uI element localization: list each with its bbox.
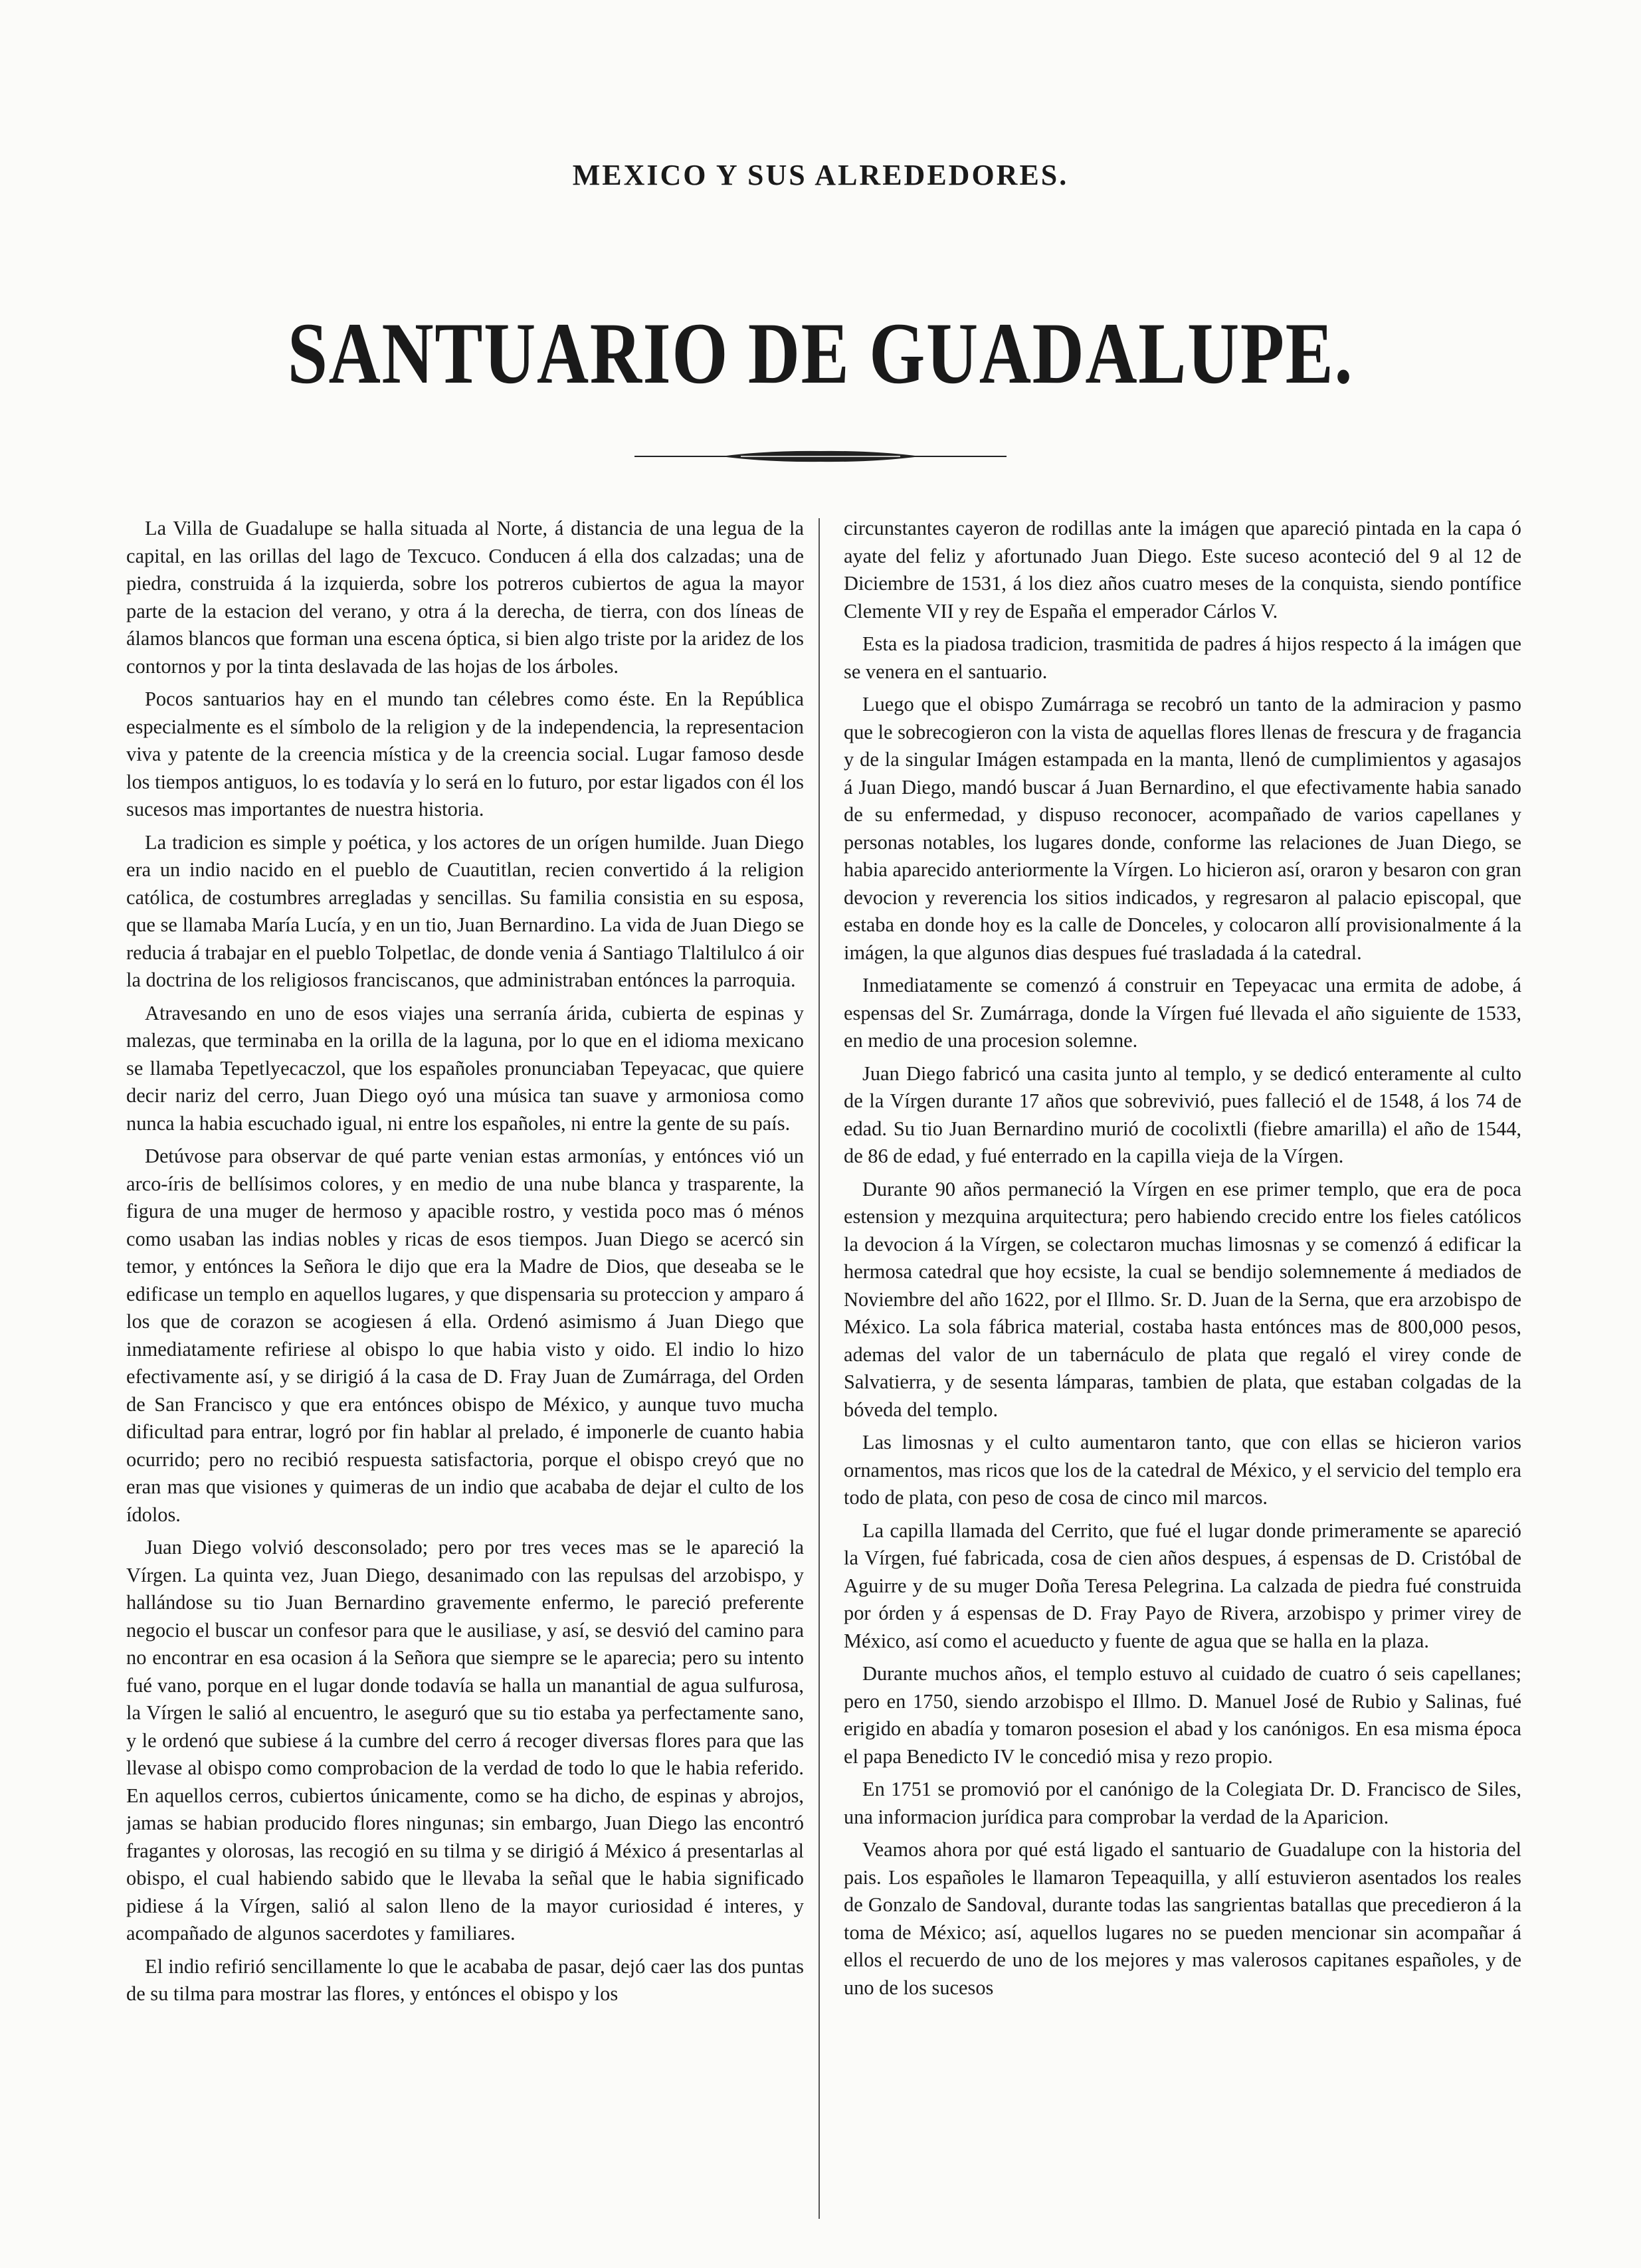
paragraph: Esta es la piadosa tradicion, trasmitida de padres á hijos respecto á la imágen que se venera en el santuario.: [844, 632, 1521, 683]
paragraph: La Villa de Guadalupe se halla situada al Norte, á distancia de una legua de la capital, en las orillas del lago de Texcuco. Conducen á ella dos calzadas; una de piedra, construida á la izquierda, sobre los potreros cubiertos de agua la mayor parte de la estacion del verano, y otra á la derecha, de tierra, con dos líneas de álamos blancos que forman una escena óptica, si bien algo triste por la aridez de los contornos y por la tinta deslavada de las hojas de los árboles.: [126, 517, 804, 678]
ornament-rule-icon: [634, 448, 1007, 464]
paragraph: circunstantes cayeron de rodillas ante la imágen que apareció pintada en la capa ó ayate del feliz y afortunado Juan Diego. Este suceso aconteció del 9 al 12 de Diciembre de 1531, á los diez años cuatro meses de la conquista, siendo pontífice Clemente VII y rey de España el emperador Cárlos V.: [844, 517, 1521, 622]
running-head: MEXICO Y SUS ALREDEDORES.: [572, 159, 1069, 191]
paragraph: Detúvose para observar de qué parte venian estas armonías, y entónces vió un arco-íris de bellísimos colores, y en medio de una nube blanca y trasparente, la figura de una muger de hermoso y apacible rostro, y vestida poco mas ó ménos como usaban las indias nobles y ricas de esos tiempos. Juan Diego se acercó sin temor, y entónces la Señora le dijo que era la Madre de Dios, que deseaba se le edificase un templo en aquellos lugares, y que dispensaria su proteccion y amparo á los que de corazon se acogiesen á ella. Ordenó asimismo á Juan Diego que inmediatamente refiriese al obispo lo que habia visto y oido. El indio lo hizo efectivamente así, y se dirigió á la casa de D. Fray Juan de Zumárraga, del Orden de San Francisco y que era entónces obispo de México, y aunque tuvo mucha dificultad para entrar, logró por fin hablar al prelado, é imponerle de cuanto habia ocurrido; pero no recibió respuesta satisfactoria, porque el obispo creyó que no eran mas que visiones y quimeras de un indio que acababa de dejar el culto de los ídolos.: [126, 1145, 804, 1526]
paragraph: Las limosnas y el culto aumentaron tanto, que con ellas se hicieron varios ornamentos, mas ricos que los de la catedral de México, y el servicio del templo era todo de plata, con peso de cosa de cinco mil marcos.: [844, 1431, 1521, 1509]
page-title: SANTUARIO DE GUADALUPE.: [287, 304, 1354, 402]
paragraph: Inmediatamente se comenzó á construir en Tepeyacac una ermita de adobe, á espensas del Sr. Zumárraga, donde la Vírgen fué llevada el año siguiente de 1533, en medio de una procesion solemne.: [844, 974, 1521, 1052]
column-divider: [819, 518, 820, 2219]
paragraph: Durante muchos años, el templo estuvo al cuidado de cuatro ó seis capellanes; pero en 1750, siendo arzobispo el Illmo. D. Manuel José de Rubio y Salinas, fué erigido en abadía y tomaron posesion el abad y los canónigos. En esa misma época el papa Benedicto IV le concedió misa y rezo propio.: [844, 1662, 1521, 1768]
right-column: [844, 515, 1521, 2222]
left-column: [126, 515, 804, 2222]
paragraph: Durante 90 años permaneció la Vírgen en ese primer templo, que era de poca estension y mezquina arquitectura; pero habiendo crecido entre los fieles católicos la devocion á la Vírgen, se colectaron muchas limosnas y se comenzó á edificar la hermosa catedral que hoy ecsiste, la cual se bendijo solemnemente á mediados de Noviembre del año 1622, por el Illmo. Sr. D. Juan de la Serna, que era arzobispo de México. La sola fábrica material, costaba hasta entónces mas de 800,000 pesos, ademas del valor de un tabernáculo de plata que regaló el virey conde de Salvatierra, y de sesenta lámparas, tambien de plata, que estaban colgadas de la bóveda del templo.: [844, 1177, 1521, 1421]
paragraph: En 1751 se promovió por el canónigo de la Colegiata Dr. D. Francisco de Siles, una informacion jurídica para comprobar la verdad de la Aparicion.: [844, 1778, 1521, 1828]
paragraph: Atravesando en uno de esos viajes una serranía árida, cubierta de espinas y malezas, que terminaba en la orilla de la laguna, por lo que en el idioma mexicano se llamaba Tepetlyecaczol, que los españoles pronunciaban Tepeyacac, que quiere decir nariz del cerro, Juan Diego oyó una música tan suave y armoniosa como nunca la habia escuchado igual, ni entre los españoles, ni entre la gente de su país.: [126, 1001, 804, 1135]
paragraph: Pocos santuarios hay en el mundo tan célebres como éste. En la República especialmente es el símbolo de la religion y de la independencia, la representacion viva y patente de la creencia mística y de la creencia social. Lugar famoso desde los tiempos antiguos, lo es todavía y lo será en lo futuro, por estar ligados con él los sucesos mas importantes de nuestra historia.: [126, 688, 804, 820]
paragraph: Veamos ahora por qué está ligado el santuario de Guadalupe con la historia del pais. Los españoles le llamaron Tepeaquilla, y allí estuvieron asentados los reales de Gonzalo de Sandoval, durante todas las sangrientas batallas que precedieron á la toma de México; así, aquellos lugares no se pueden mencionar sin acompañar á ellos el recuerdo de uno de los mejores y mas valerosos capitanes españoles, y de uno de los sucesos: [844, 1838, 1521, 1999]
paragraph: La tradicion es simple y poética, y los actores de un orígen humilde. Juan Diego era un indio nacido en el pueblo de Cuautitlan, recien convertido á la religion católica, de costumbres arregladas y sencillas. Su familia consistia en su esposa, que se llamaba María Lucía, y en un tio, Juan Bernardino. La vida de Juan Diego se reducia á trabajar en el pueblo Tolpetlac, de donde venia á Santiago Tlaltilulco á oir la doctrina de los religiosos franciscanos, que administraban entónces la parroquia.: [126, 830, 804, 991]
paragraph: La capilla llamada del Cerrito, que fué el lugar donde primeramente se apareció la Vírgen, fué fabricada, cosa de cien años despues, á espensas de D. Cristóbal de Aguirre y de su muger Doña Teresa Pelegrina. La calzada de piedra fué construida por órden y á espensas de D. Fray Payo de Rivera, arzobispo y primer virey de México, así como el acueducto y fuente de agua que se halla en la plaza.: [844, 1519, 1521, 1652]
paragraph: Luego que el obispo Zumárraga se recobró un tanto de la admiracion y pasmo que le sobrecogieron con la vista de aquellas flores llenas de frescura y de fragancia y de la singular Imágen estampada en la manta, llenó de cumplimientos y agasajos á Juan Diego, mandó buscar á Juan Bernardino, el que efectivamente habia sanado de su enfermedad, y dispuso reconocer, acompañado de varios capellanes y personas notables, los lugares donde, conforme las relaciones de Juan Diego, se habia aparecido anteriormente la Vírgen. Lo hicieron así, oraron y besaron con gran devocion y reverencia los sitios indicados, y regresaron al palacio episcopal, que estaba en donde hoy es la calle de Donceles, y colocaron allí provisionalmente á la imágen, la que algunos dias despues fué trasladada á la catedral.: [844, 693, 1521, 964]
paragraph: Juan Diego volvió desconsolado; pero por tres veces mas se le apareció la Vírgen. La quinta vez, Juan Diego, desanimado con las repulsas del arzobispo, y hallándose su tio Juan Bernardino gravemente enfermo, le pareció preferente negocio el buscar un confesor para que le ausiliase, y así, se desvió del camino para no encontrar en esa ocasion á la Señora que siempre se le aparecia; pero su intento fué vano, porque en el lugar donde todavía se halla un manantial de agua sulfurosa, la Vírgen le salió al encuentro, le aseguró que su tio estaba ya perfectamente sano, y le ordenó que subiese á la cumbre del cerro á recoger diversas flores para que las llevase al obispo como comprobacion de la verdad de todo lo que le habia referido. En aquellos cerros, cubiertos únicamente, como se ha dicho, de espinas y abrojos, jamas se habian producido flores ningunas; sin embargo, Juan Diego las encontró fragantes y olorosas, las recogió en su tilma y se dirigió á México á presentarlas al obispo, el cual habiendo sabido que le llevaba la señal que le habia significado pidiese á la Vírgen, salió al salon lleno de la mayor curiosidad é interes, y acompañado de algunos sacerdotes y familiares.: [126, 1536, 804, 1944]
paragraph: Juan Diego fabricó una casita junto al templo, y se dedicó enteramente al culto de la Vírgen durante 17 años que sobrevivió, pues falleció el de 1548, á los 74 de edad. Su tio Juan Bernardino murió de cocolixtli (fiebre amarilla) el año de 1544, de 86 de edad, y fué enterrado en la capilla vieja de la Vírgen.: [844, 1062, 1521, 1167]
paragraph: El indio refirió sencillamente lo que le acababa de pasar, dejó caer las dos puntas de su tilma para mostrar las flores, y entónces el obispo y los: [126, 1954, 804, 2005]
